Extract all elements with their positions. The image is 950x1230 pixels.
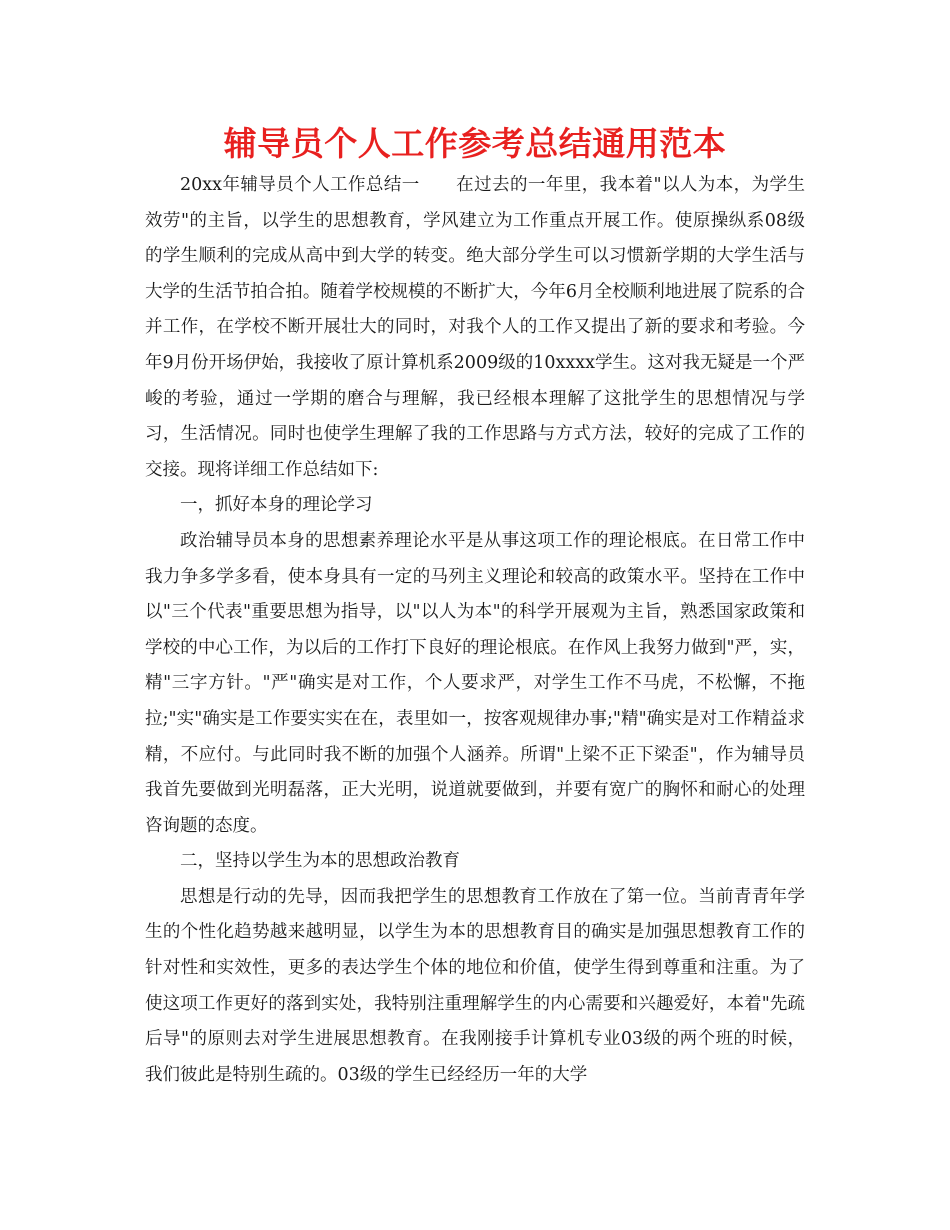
document-title: 辅导员个人工作参考总结通用范本 (223, 124, 727, 163)
section-paragraph-2: 思想是行动的先导，因而我把学生的思想教育工作放在了第一位。当前青青年学生的个性化趋势越来越明显，以学生为本的思想教育目的确实是加强思想教育工作的针对性和实效性，更多的表达学生个体的地位和价值，使学生得到尊重和注重。为了使这项工作更好的落到实处，我特别注重理解学生的内心需要和兴趣爱好，本着"先疏后导"的原则去对学生进展思想教育。在我刚接手计算机专业03级的两个班的时候，我们彼此是特别生疏的。03级的学生已经经历一年的大学 (145, 886, 805, 1085)
section-paragraph-1: 政治辅导员本身的思想素养理论水平是从事这项工作的理论根底。在日常工作中我力争多学多看，使本身具有一定的马列主义理论和较高的政策水平。坚持在工作中以"三个代表"重要思想为指导，以"以人为本"的科学开展观为主旨，熟悉国家政策和学校的中心工作，为以后的工作打下良好的理论根底。在作风上我努力做到"严，实，精"三字方针。"严"确实是对工作，个人要求严，对学生工作不马虎，不松懈，不拖拉;"实"确实是工作要实实在在，表里如一，按客观规律办事;"精"确实是对工作精益求精，不应付。与此同时我不断的加强个人涵养。所谓"上梁不正下梁歪"，作为辅导员我首先要做到光明磊落，正大光明，说道就要做到，并要有宽广的胸怀和耐心的处理咨询题的态度。 (145, 530, 805, 836)
section-heading-2: 二，坚持以学生为本的思想政治教育 (180, 851, 460, 872)
intro-paragraph (145, 168, 805, 488)
intro-text: 在过去的一年里，我本着"以人为本，为学生效劳"的主旨，以学生的思想教育，学风建立为工作重点开展工作。使原操纵系08级的学生顺利的完成从高中到大学的转变。绝大部分学生可以习惯新学期的大学生活与大学的生活节拍合拍。随着学校规模的不断扩大，今年6月全校顺利地进展了院系的合并工作，在学校不断开展壮大的同时，对我个人的工作又提出了新的要求和考验。今年9月份开场伊始，我接收了原计算机系2009级的10xxxx学生。这对我无疑是一个严峻的考验，通过一学期的磨合与理解，我已经根本理解了这批学生的思想情况与学习，生活情况。同时也使学生理解了我的工作思路与方式方法，较好的完成了工作的交接。现将详细工作总结如下: (145, 175, 805, 480)
intro-label: 20xx年辅导员个人工作总结一 (180, 175, 420, 195)
document-body (145, 168, 805, 1093)
section-heading-1: 一，抓好本身的理论学习 (180, 495, 373, 516)
